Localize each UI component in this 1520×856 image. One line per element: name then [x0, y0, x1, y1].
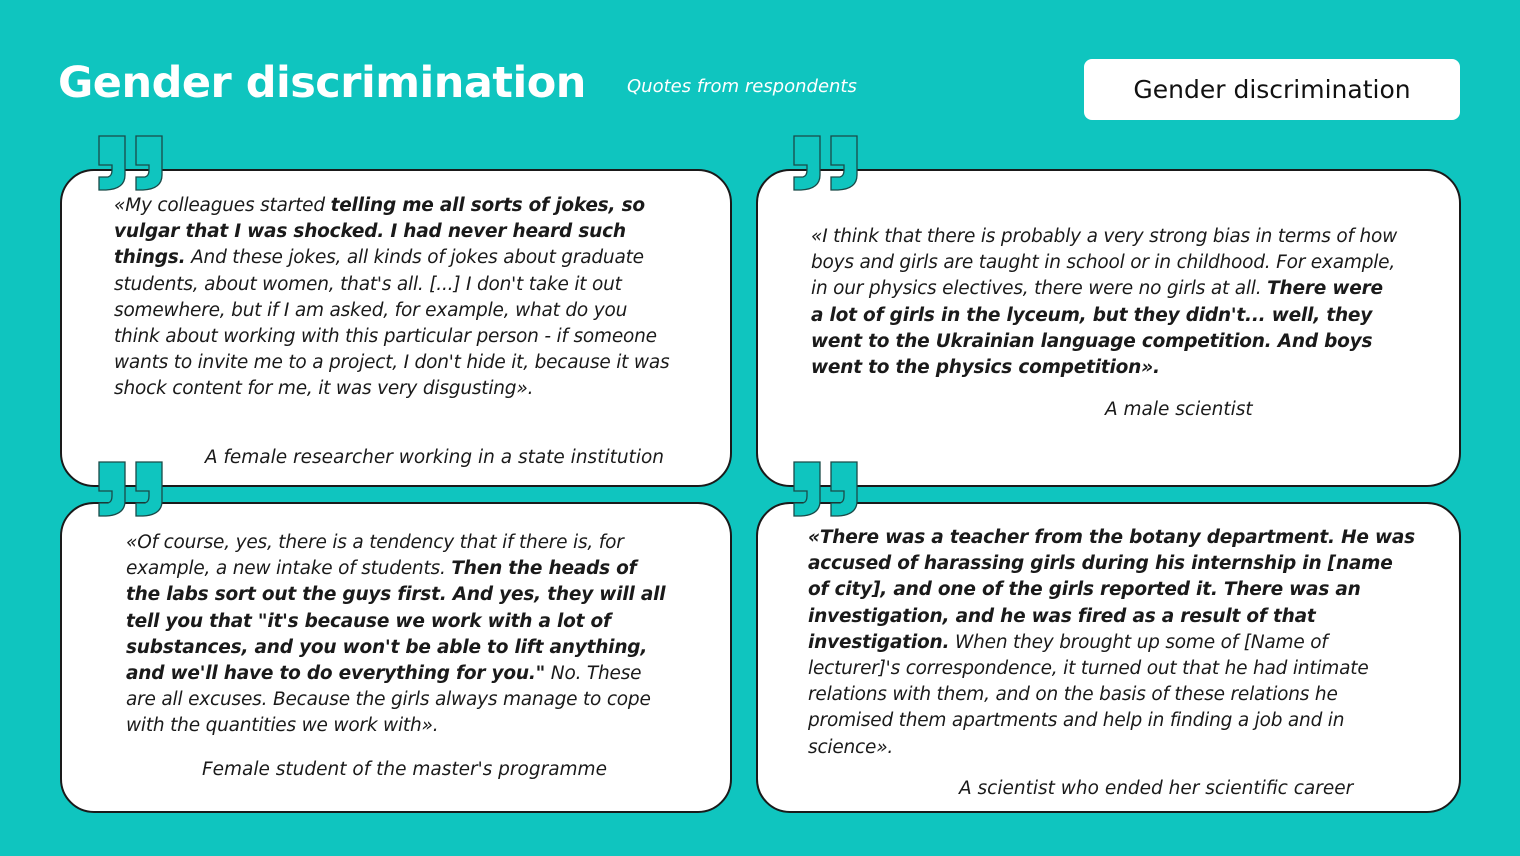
- quotation-mark-icon: [793, 461, 863, 517]
- topic-tag-label: Gender discrimination: [1133, 75, 1411, 104]
- quote-card: [60, 169, 732, 487]
- quote-text: [811, 224, 1401, 381]
- quote-segment: And these jokes, all kinds of jokes about graduate students, about women, that's all. [...] I don't take it out somewhere, but if I am asked, for example, what do you think about working with this particular person - if someone wants to invite me to a project, I don't hide it, because it was shock content for me, it was very disgusting».: [114, 247, 670, 400]
- quote-segment: «Of course, yes, there is a tendency that if there is, for example, a new intake of students.: [126, 532, 624, 580]
- quotation-mark-icon: [98, 461, 168, 517]
- quote-author: A male scientist: [1105, 399, 1253, 420]
- quote-segment-bold: Then the heads of the labs sort out the guys first. And yes, they will all tell you that "it's because we work with a lot of substances, and you won't be able to lift anything, and we'll have to do everything for you.": [126, 558, 666, 685]
- quotation-mark-icon: [98, 135, 168, 191]
- page-subtitle: Quotes from respondents: [627, 76, 857, 97]
- quote-segment: «I think that there is probably a very strong bias in terms of how boys and girls are taught in school or in childhood. For example, in our physics electives, there were no girls at all.: [811, 226, 1398, 300]
- quote-author: A female researcher working in a state institution: [204, 447, 664, 468]
- quote-segment: No. These are all excuses. Because the girls always manage to cope with the quantities we work with».: [126, 663, 651, 737]
- quote-segment: «My colleagues started: [114, 195, 331, 216]
- quote-segment-bold: telling me all sorts of jokes, so vulgar that I was shocked. I had never heard such things.: [114, 195, 645, 269]
- quote-card: [60, 502, 732, 813]
- quote-segment-bold: There were a lot of girls in the lyceum, but they didn't... well, they went to the Ukrainian language competition. And boys went to the physics competition».: [811, 278, 1383, 379]
- quote-segment: When they brought up some of [Name of lecturer]'s correspondence, it turned out that he had intimate relations with them, and on the basis of these relations he promised them apartments and help in finding a job and in science».: [808, 631, 1369, 758]
- quote-card: [756, 169, 1461, 487]
- topic-tag: [1084, 59, 1460, 120]
- quotation-mark-icon: [793, 135, 863, 191]
- quote-author: A scientist who ended her scientific career: [959, 778, 1354, 799]
- quote-author: Female student of the master's programme: [202, 759, 607, 780]
- quote-segment-bold: «There was a teacher from the botany department. He was accused of harassing girls during his internship in [name of city], and one of the girls reported it. There was an investigation, and he was fired as a result of that investigation.: [808, 527, 1415, 653]
- quote-text: [126, 530, 676, 740]
- quote-text: [114, 193, 676, 403]
- page-title: Gender discrimination: [58, 58, 586, 108]
- quote-text: [808, 525, 1416, 761]
- quote-card: [756, 502, 1461, 813]
